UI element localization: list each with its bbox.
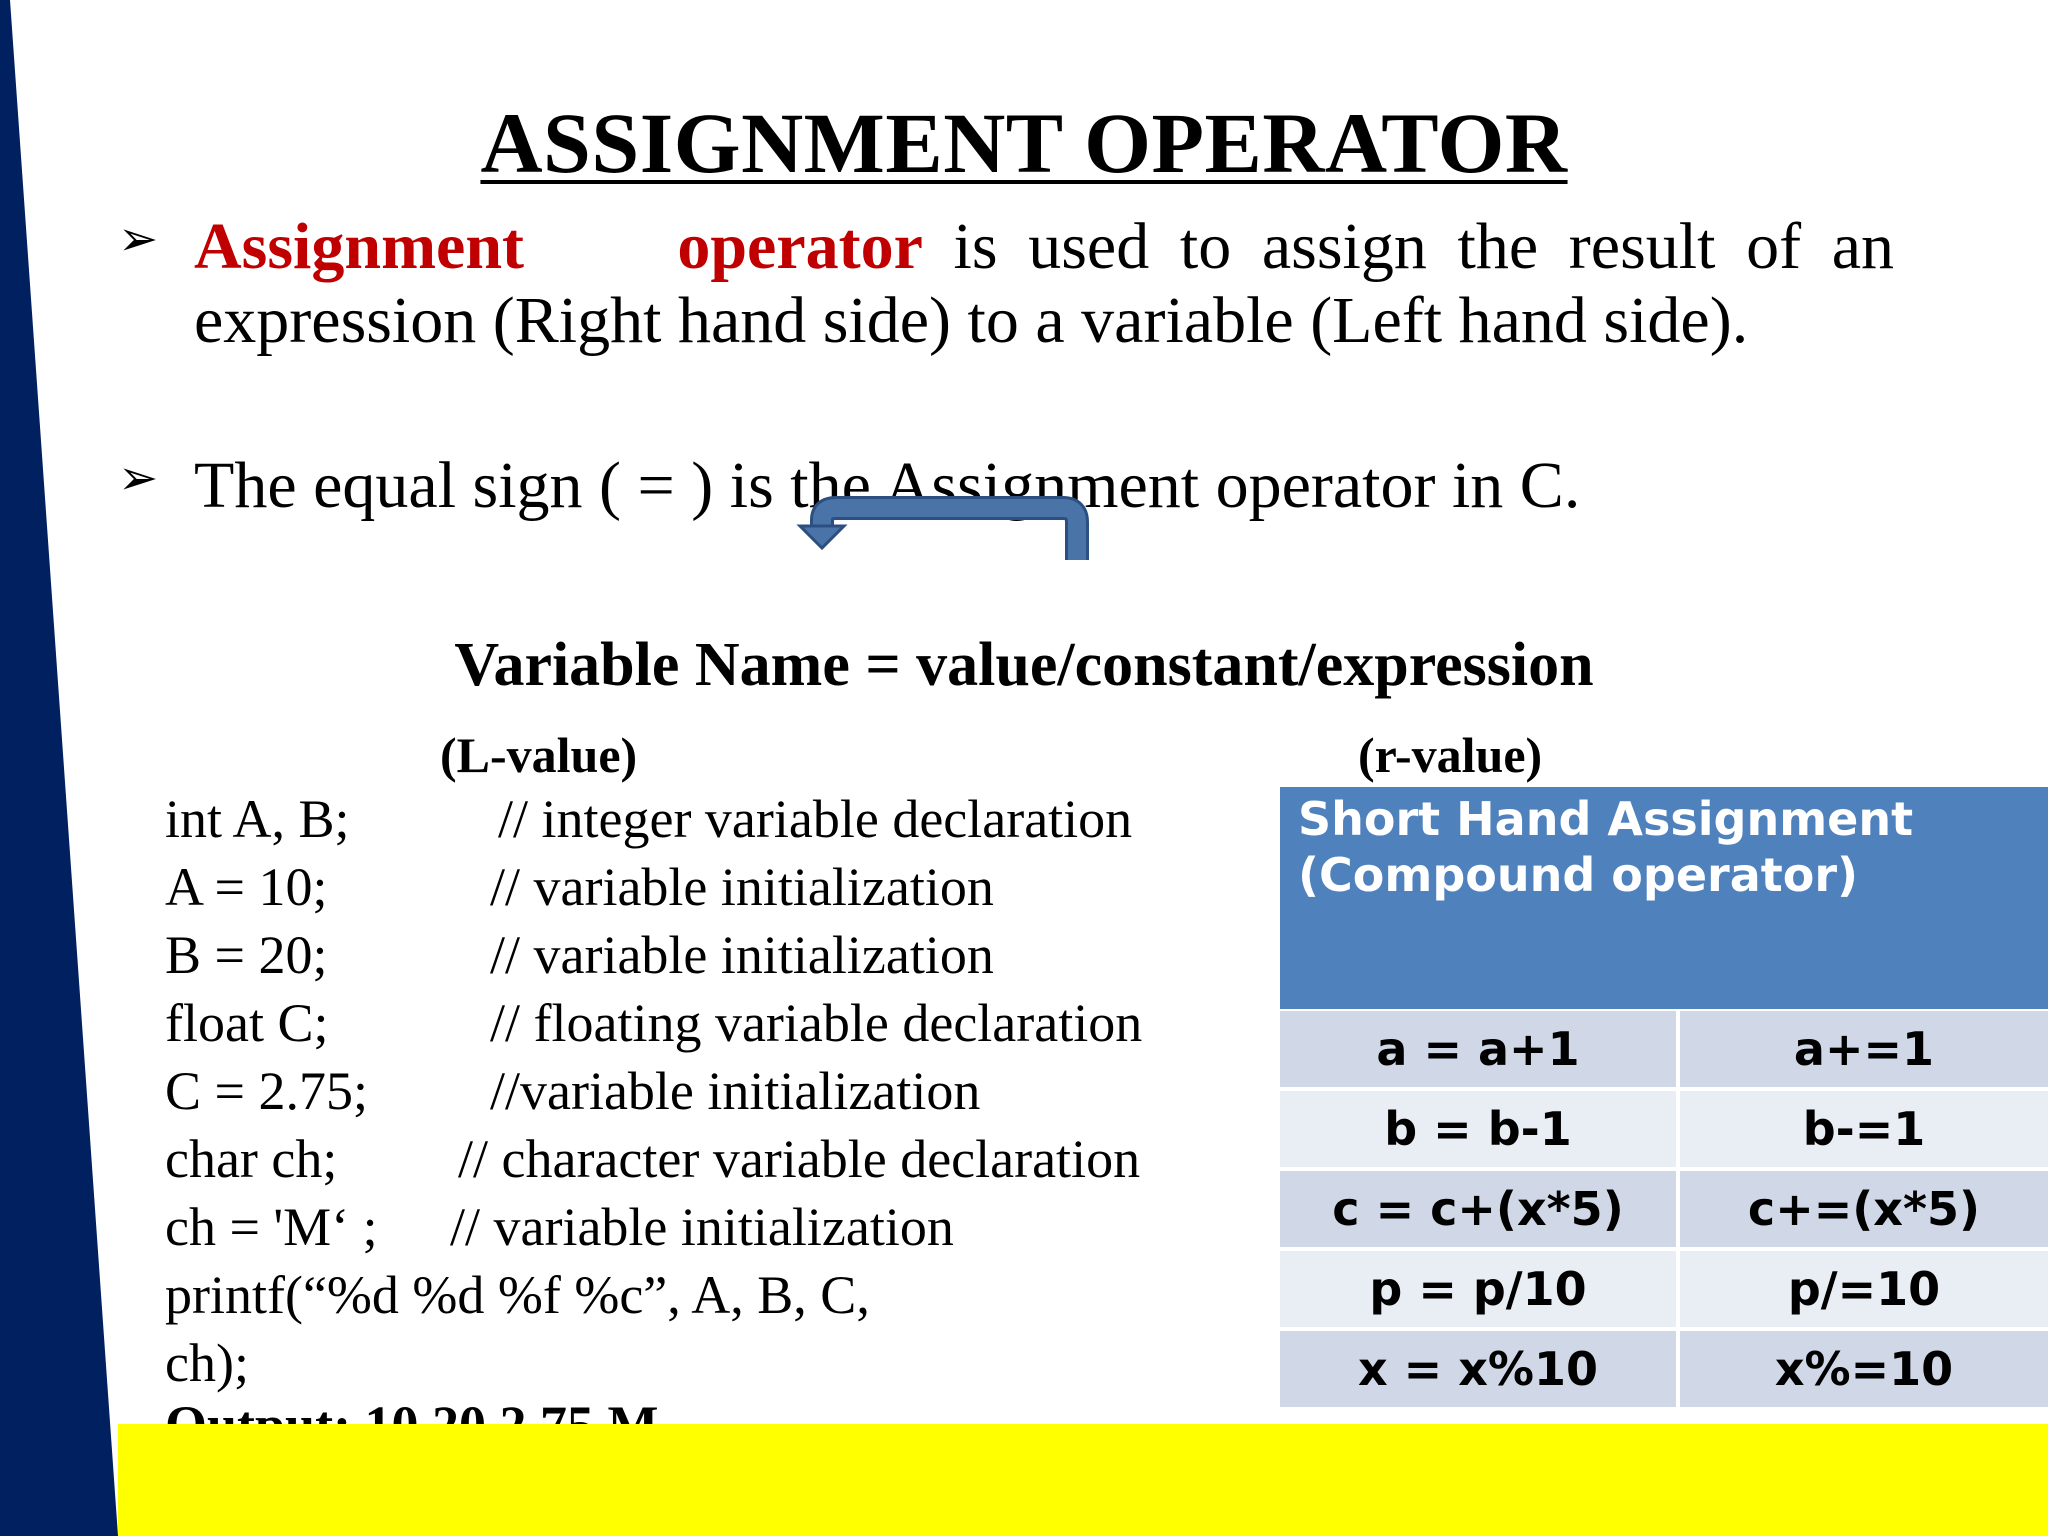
code-line: ch = 'M‘ ; (165, 1197, 378, 1257)
arrowhead-bullet-icon: ➢ (118, 211, 159, 267)
code-comment: // floating variable declaration (490, 993, 1143, 1053)
term-assignment: Assignment (194, 210, 525, 283)
term-operator: operator (677, 210, 923, 283)
code-comment: // variable initialization (490, 925, 994, 985)
arrowhead-bullet-icon: ➢ (118, 450, 159, 506)
bullet-text-1 (194, 210, 1894, 358)
table-cell: x%=10 (1680, 1331, 2048, 1407)
curved-arrow-icon (770, 490, 1100, 570)
code-line: C = 2.75; (165, 1061, 368, 1121)
slide-title: ASSIGNMENT OPERATOR (480, 95, 1568, 191)
table-cell: p/=10 (1680, 1251, 2048, 1327)
table-header-line: Short Hand Assignment (1298, 792, 1914, 846)
formula-line: Variable Name = value/constant/expression (454, 631, 1594, 699)
table-cell: a+=1 (1680, 1011, 2048, 1087)
code-line: ch); (165, 1333, 249, 1393)
rvalue-label: (r-value) (1358, 727, 1543, 783)
code-comment: // variable initialization (450, 1197, 954, 1257)
code-comment: // variable initialization (490, 857, 994, 917)
table-cell: b = b-1 (1280, 1091, 1676, 1167)
shorthand-table-header (1280, 787, 2048, 1009)
bullet-text-2: The equal sign ( = ) is the Assignment operator in C. (194, 449, 1581, 522)
code-line: B = 20; (165, 925, 328, 985)
table-cell: c+=(x*5) (1680, 1171, 2048, 1247)
code-comment: // integer variable declaration (498, 789, 1133, 849)
table-cell: c = c+(x*5) (1280, 1171, 1676, 1247)
table-cell: x = x%10 (1280, 1331, 1676, 1407)
bullet-text-1-rest: is used to assign the result of an expression (Right hand side) to a variable (Left hand side). (194, 210, 1895, 357)
code-comment: //variable initialization (490, 1061, 981, 1121)
bottom-yellow-bar (118, 1424, 2048, 1536)
code-line: printf(“%d %d %f %c”, A, B, C, (165, 1265, 870, 1325)
code-line: float C; (165, 993, 329, 1053)
code-line: A = 10; (165, 857, 328, 917)
code-line: int A, B; (165, 789, 350, 849)
lvalue-label: (L-value) (440, 727, 638, 783)
code-line: char ch; (165, 1129, 338, 1189)
code-comment: // character variable declaration (458, 1129, 1141, 1189)
table-header-line: (Compound operator) (1298, 848, 1859, 902)
table-cell: p = p/10 (1280, 1251, 1676, 1327)
table-cell: a = a+1 (1280, 1011, 1676, 1087)
left-navy-band (0, 0, 130, 1536)
table-cell: b-=1 (1680, 1091, 2048, 1167)
